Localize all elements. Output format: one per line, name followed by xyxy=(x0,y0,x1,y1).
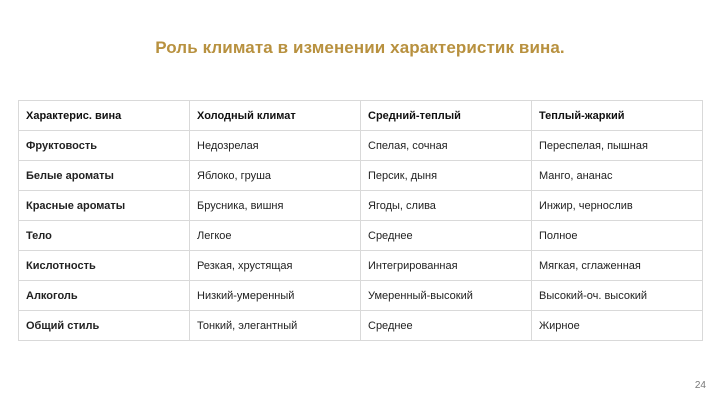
table-cell: Среднее xyxy=(361,311,532,341)
table-cell: Легкое xyxy=(190,221,361,251)
table-cell: Переспелая, пышная xyxy=(532,131,703,161)
table-cell: Персик, дыня xyxy=(361,161,532,191)
table-row xyxy=(19,131,703,161)
row-label: Белые ароматы xyxy=(19,161,190,191)
table-cell: Резкая, хрустящая xyxy=(190,251,361,281)
table-cell: Интегрированная xyxy=(361,251,532,281)
table-cell: Полное xyxy=(532,221,703,251)
table-row xyxy=(19,311,703,341)
column-header: Холодный климат xyxy=(190,101,361,131)
row-label: Тело xyxy=(19,221,190,251)
climate-comparison-table xyxy=(18,100,703,341)
table-cell: Тонкий, элегантный xyxy=(190,311,361,341)
table-cell: Мягкая, сглаженная xyxy=(532,251,703,281)
table-row xyxy=(19,221,703,251)
slide-title: Роль климата в изменении характеристик вина. xyxy=(155,38,565,57)
table-cell: Брусника, вишня xyxy=(190,191,361,221)
table-cell: Ягоды, слива xyxy=(361,191,532,221)
row-label: Красные ароматы xyxy=(19,191,190,221)
table-cell: Манго, ананас xyxy=(532,161,703,191)
column-header: Средний-теплый xyxy=(361,101,532,131)
column-header: Характерис. вина xyxy=(19,101,190,131)
table-header-row xyxy=(19,101,703,131)
table-cell: Яблоко, груша xyxy=(190,161,361,191)
table-cell: Инжир, чернослив xyxy=(532,191,703,221)
row-label: Кислотность xyxy=(19,251,190,281)
table-cell: Недозрелая xyxy=(190,131,361,161)
page-number: 24 xyxy=(694,380,706,391)
table-cell: Спелая, сочная xyxy=(361,131,532,161)
table-cell: Умеренный-высокий xyxy=(361,281,532,311)
table-row xyxy=(19,251,703,281)
table-row xyxy=(19,161,703,191)
table-cell: Низкий-умеренный xyxy=(190,281,361,311)
row-label: Фруктовость xyxy=(19,131,190,161)
table-row xyxy=(19,191,703,221)
row-label: Алкоголь xyxy=(19,281,190,311)
row-label: Общий стиль xyxy=(19,311,190,341)
column-header: Теплый-жаркий xyxy=(532,101,703,131)
table-cell: Высокий-оч. высокий xyxy=(532,281,703,311)
table-cell: Среднее xyxy=(361,221,532,251)
table-cell: Жирное xyxy=(532,311,703,341)
table-row xyxy=(19,281,703,311)
